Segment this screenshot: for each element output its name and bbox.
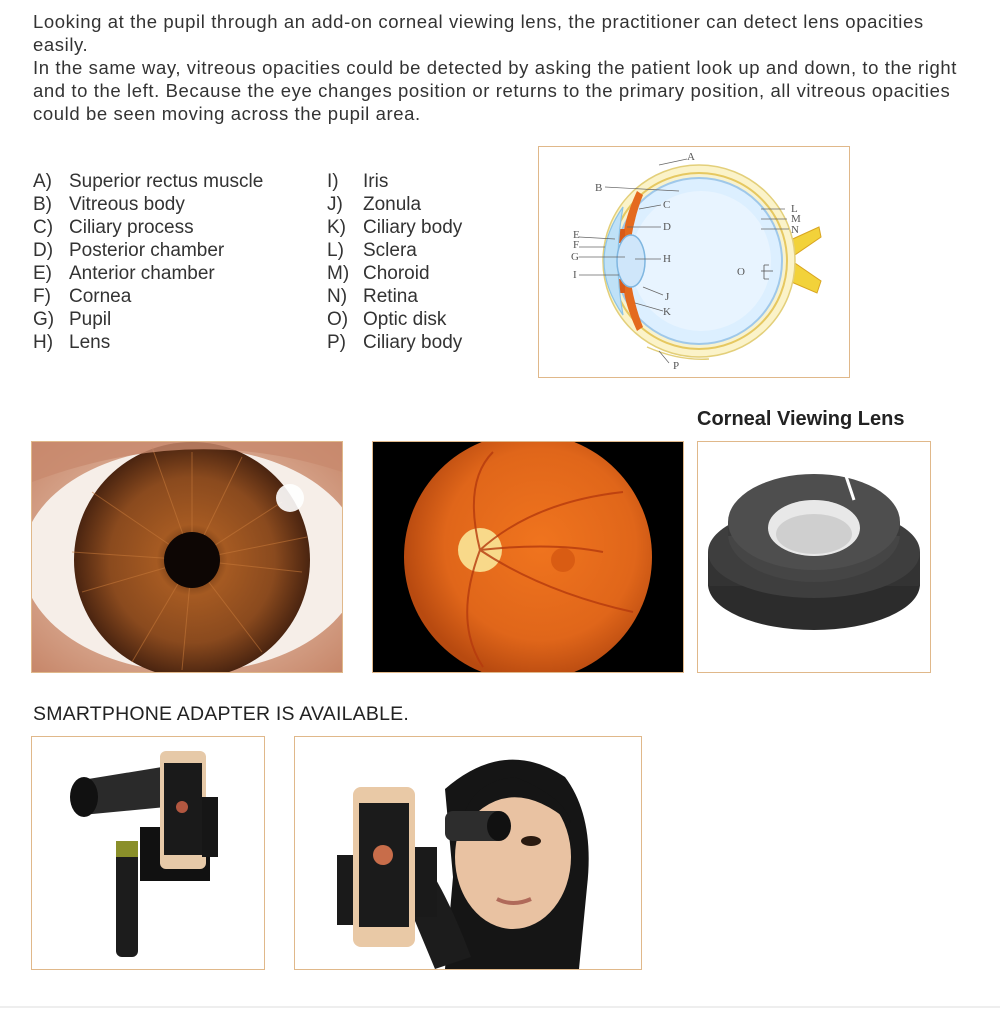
- diagram-label-l: L: [791, 203, 798, 215]
- diagram-label-c: C: [663, 199, 671, 211]
- diagram-label-o: O: [737, 266, 745, 278]
- diagram-label-p: P: [673, 360, 680, 372]
- diagram-label-n: N: [791, 224, 799, 236]
- legend-column-1: [33, 170, 263, 354]
- legend-item: [33, 170, 263, 193]
- legend-label: Pupil: [69, 309, 112, 330]
- legend-item: [33, 262, 263, 285]
- legend-key: F): [33, 286, 51, 307]
- legend-item: [327, 262, 462, 285]
- legend-label: Zonula: [363, 194, 422, 215]
- legend-key: G): [33, 309, 55, 330]
- legend-key: P): [327, 332, 346, 353]
- diagram-label-f: F: [573, 239, 580, 251]
- smartphone-heading: SMARTPHONE ADAPTER IS AVAILABLE.: [33, 703, 409, 725]
- legend-key: L): [327, 240, 344, 261]
- intro-paragraph-1: Looking at the pupil through an add-on corneal viewing lens, the practitioner can detect lens opacities easily.: [33, 11, 924, 55]
- legend-key: B): [33, 194, 52, 215]
- legend-item: [33, 239, 263, 262]
- legend-label: Choroid: [363, 263, 430, 284]
- bottom-divider: [0, 1006, 1000, 1008]
- diagram-label-b: B: [595, 182, 603, 194]
- legend-label: Anterior chamber: [69, 263, 215, 284]
- legend-key: A): [33, 171, 52, 192]
- legend-label: Optic disk: [363, 309, 447, 330]
- legend-label: Ciliary body: [363, 217, 463, 238]
- legend-key: M): [327, 263, 350, 284]
- legend-label: Cornea: [69, 286, 132, 307]
- diagram-label-h: H: [663, 253, 671, 265]
- legend-label: Posterior chamber: [69, 240, 225, 261]
- fundus-photo: [372, 441, 684, 673]
- legend-label: Iris: [363, 171, 389, 192]
- legend-key: J): [327, 194, 343, 215]
- legend-item: [327, 216, 462, 239]
- legend-item: [327, 239, 462, 262]
- legend-item: [33, 193, 263, 216]
- legend-key: C): [33, 217, 54, 238]
- legend-column-2: [327, 170, 462, 354]
- legend-key: O): [327, 309, 349, 330]
- legend-item: [33, 216, 263, 239]
- legend-item: [327, 170, 462, 193]
- legend-key: H): [33, 332, 54, 353]
- legend-label: Ciliary body: [363, 332, 463, 353]
- legend-label: Sclera: [363, 240, 417, 261]
- legend-label: Ciliary process: [69, 217, 194, 238]
- legend-key: D): [33, 240, 54, 261]
- diagram-label-j: J: [665, 291, 670, 303]
- corneal-lens-caption: Corneal Viewing Lens: [697, 408, 905, 430]
- legend-item: [33, 308, 263, 331]
- legend-key: E): [33, 263, 52, 284]
- iris-photo: [31, 441, 343, 673]
- legend-label: Retina: [363, 286, 418, 307]
- legend-key: I): [327, 171, 339, 192]
- legend-key: K): [327, 217, 346, 238]
- legend-label: Lens: [69, 332, 111, 353]
- intro-text: [33, 10, 978, 125]
- eye-anatomy-diagram: [538, 146, 850, 378]
- diagram-label-d: D: [663, 221, 671, 233]
- diagram-label-k: K: [663, 306, 671, 318]
- diagram-label-a: A: [687, 151, 695, 163]
- diagram-label-g: G: [571, 251, 579, 263]
- legend-label: Superior rectus muscle: [69, 171, 264, 192]
- diagram-label-m: M: [791, 213, 801, 225]
- ophthalmoscope-phone-photo: [31, 736, 265, 970]
- diagram-label-i: I: [573, 269, 577, 281]
- legend-item: [327, 285, 462, 308]
- legend-item: [33, 331, 263, 354]
- legend-item: [327, 308, 462, 331]
- legend-label: Vitreous body: [69, 194, 185, 215]
- legend-key: N): [327, 286, 348, 307]
- legend-item: [327, 193, 462, 216]
- diagram-label-e: E: [573, 229, 580, 241]
- patient-exam-photo: [294, 736, 642, 970]
- corneal-lens-photo: [697, 441, 931, 673]
- intro-paragraph-2: In the same way, vitreous opacities could be detected by asking the patient look up and down, to the right and to the left. Because the eye changes position or returns to the primary position, all vitreous opacities could be seen moving across the pupil area.: [33, 57, 958, 124]
- legend-item: [327, 331, 462, 354]
- legend-item: [33, 285, 263, 308]
